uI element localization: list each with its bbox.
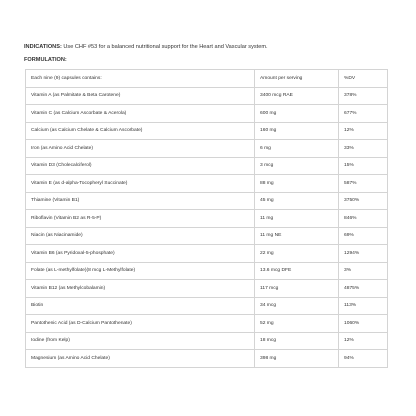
table-row (26, 262, 388, 280)
nutrient-dv: 33% (339, 140, 388, 158)
header-amount: Amount per serving (255, 70, 339, 88)
nutrient-dv: 378% (339, 87, 388, 105)
table-row (26, 122, 388, 140)
nutrient-amount: 160 mg (255, 122, 339, 140)
indications-body: Use CHF #53 for a balanced nutritional support for the Heart and Vascular system. (61, 44, 268, 50)
table-row (26, 175, 388, 193)
nutrient-name: Iodine (from Kelp) (26, 332, 255, 350)
table-row (26, 297, 388, 315)
nutrient-amount: 34 mcg (255, 297, 339, 315)
nutrient-amount: 398 mg (255, 350, 339, 368)
nutrient-table-body (26, 70, 388, 368)
nutrient-dv: 3750% (339, 192, 388, 210)
table-row (26, 350, 388, 368)
nutrient-dv: 113% (339, 297, 388, 315)
nutrient-name: Vitamin B6 (as Pyridoxal-5-phosphate) (26, 245, 255, 263)
table-row (26, 227, 388, 245)
nutrient-name: Thiamine (Vitamin B1) (26, 192, 255, 210)
nutrient-name: Biotin (26, 297, 255, 315)
nutrient-amount: 11 mg NE (255, 227, 339, 245)
table-row (26, 140, 388, 158)
table-row (26, 210, 388, 228)
nutrient-amount: 3400 mcg RAE (255, 87, 339, 105)
nutrient-dv: 15% (339, 157, 388, 175)
nutrient-amount: 600 mg (255, 105, 339, 123)
nutrient-name: Vitamin A (as Palmitate & Beta Carotene) (26, 87, 255, 105)
indications-text (24, 43, 394, 51)
nutrient-name: Riboflavin (Vitamin B2 as R-5-P) (26, 210, 255, 228)
nutrient-dv: 1294% (339, 245, 388, 263)
nutrient-amount: 13.6 mcg DFE (255, 262, 339, 280)
nutrient-amount: 45 mg (255, 192, 339, 210)
nutrient-dv: 12% (339, 332, 388, 350)
nutrient-dv: 846% (339, 210, 388, 228)
table-row (26, 280, 388, 298)
nutrient-name: Vitamin B12 (as Methylcobalamin) (26, 280, 255, 298)
table-row (26, 315, 388, 333)
table-row (26, 157, 388, 175)
nutrient-name: Niacin (as Niacinamide) (26, 227, 255, 245)
nutrient-name: Calcium (as Calcium Chelate & Calcium Ascorbate) (26, 122, 255, 140)
indications-label: INDICATIONS: (24, 44, 62, 50)
formulation-heading: FORMULATION: (24, 57, 67, 63)
nutrient-dv: 587% (339, 175, 388, 193)
nutrient-dv: 1060% (339, 315, 388, 333)
nutrient-dv: 4875% (339, 280, 388, 298)
nutrient-dv: 69% (339, 227, 388, 245)
nutrient-name: Vitamin C (as Calcium Ascorbate & Acerola) (26, 105, 255, 123)
nutrient-amount: 117 mcg (255, 280, 339, 298)
header-dv: %DV (339, 70, 388, 88)
table-row (26, 332, 388, 350)
nutrient-amount: 6 mg (255, 140, 339, 158)
nutrient-amount: 52 mg (255, 315, 339, 333)
nutrient-dv: 94% (339, 350, 388, 368)
table-row (26, 105, 388, 123)
nutrient-table (25, 69, 388, 368)
nutrient-amount: 22 mg (255, 245, 339, 263)
nutrient-dv: 12% (339, 122, 388, 140)
nutrient-amount: 18 mcg (255, 332, 339, 350)
table-row (26, 192, 388, 210)
header-nutrient: Each nine (9) capsules contains: (26, 70, 255, 88)
table-row (26, 245, 388, 263)
nutrient-name: Folate (as L-methylfolate)(8 mcg L-Methylfolate) (26, 262, 255, 280)
nutrient-amount: 88 mg (255, 175, 339, 193)
nutrient-name: Vitamin D3 (Cholecalciferol) (26, 157, 255, 175)
nutrient-name: Vitamin E (as d-alpha-Tocopheryl Succinate) (26, 175, 255, 193)
nutrient-amount: 3 mcg (255, 157, 339, 175)
table-header-row (26, 70, 388, 88)
nutrient-name: Iron (as Amino Acid Chelate) (26, 140, 255, 158)
table-row (26, 87, 388, 105)
nutrient-dv: 3% (339, 262, 388, 280)
nutrient-name: Pantothenic Acid (as D-Calcium Pantothenate) (26, 315, 255, 333)
nutrient-dv: 677% (339, 105, 388, 123)
nutrient-name: Magnesium (as Amino Acid Chelate) (26, 350, 255, 368)
nutrient-amount: 11 mg (255, 210, 339, 228)
